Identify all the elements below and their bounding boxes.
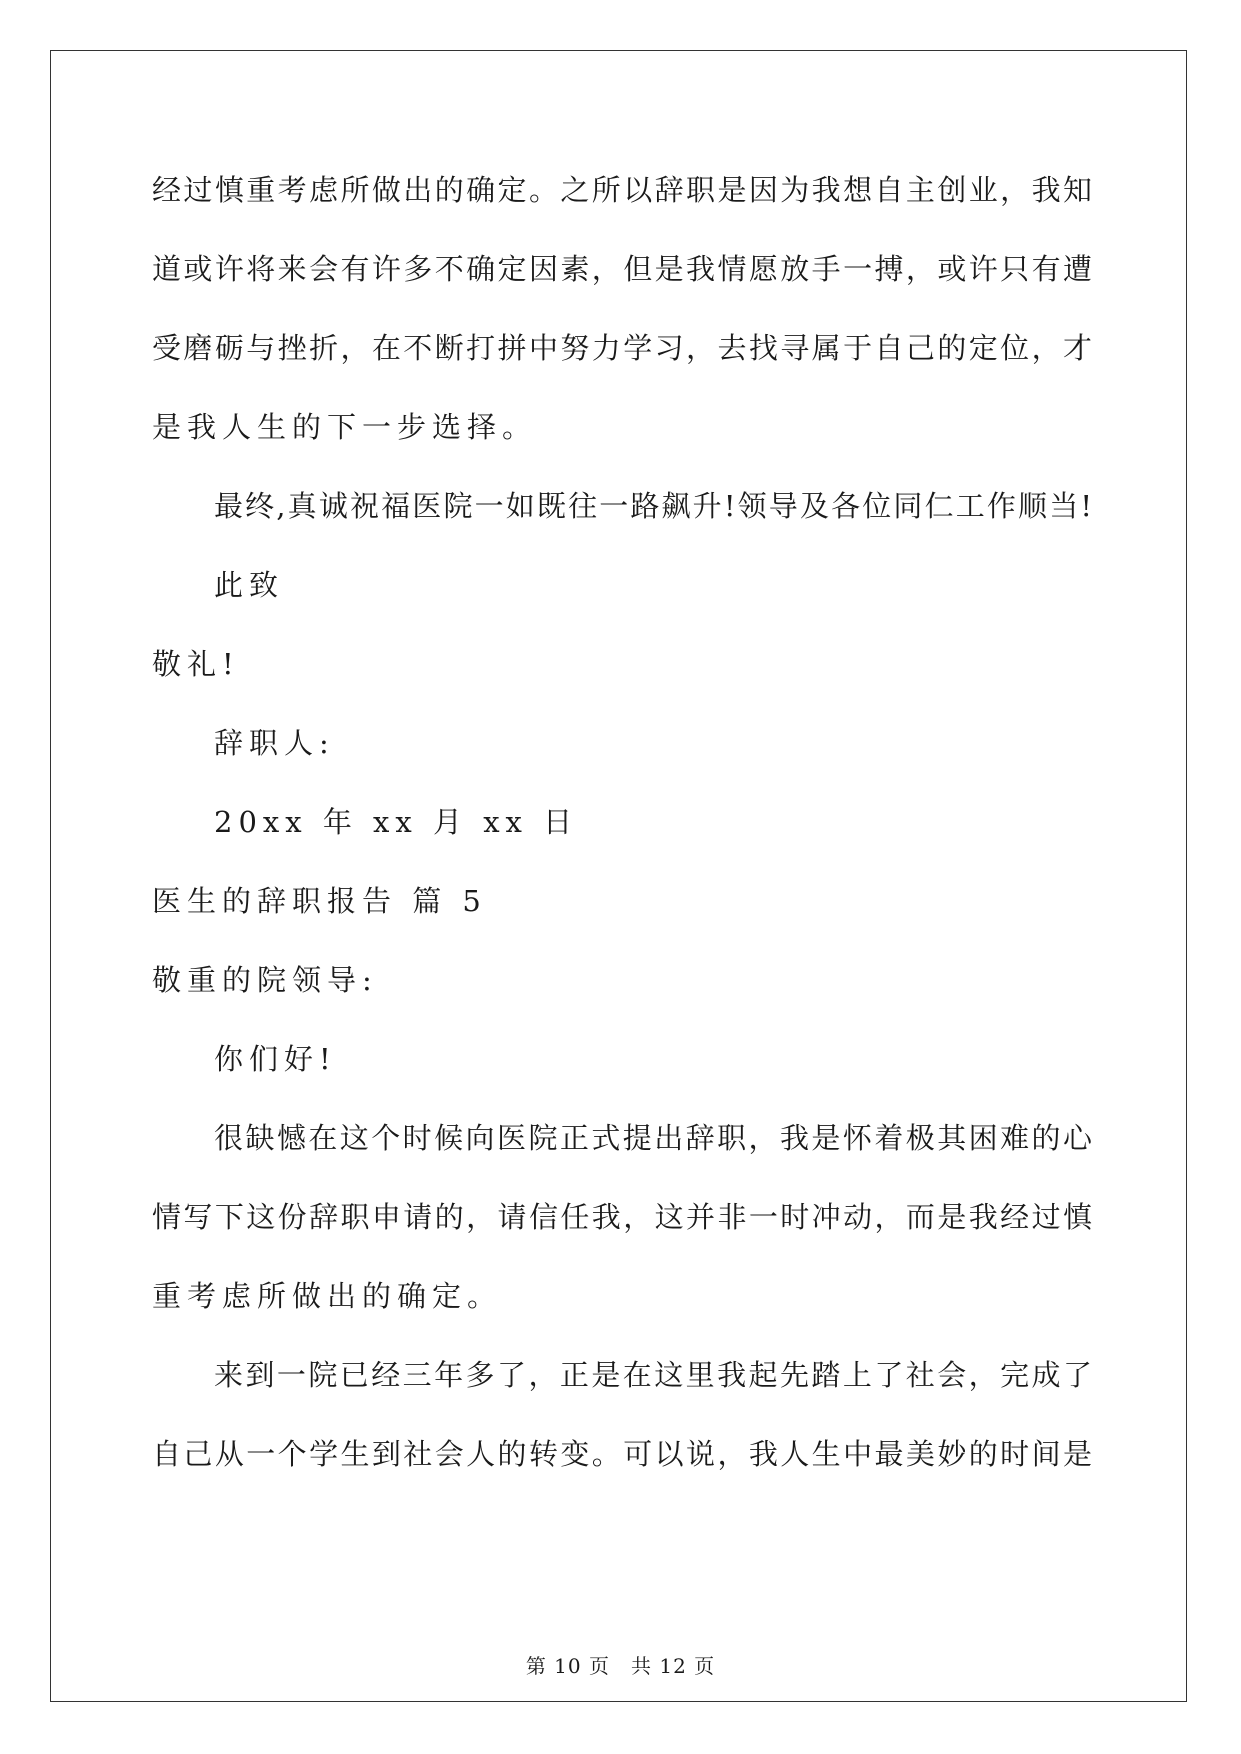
body-text-line: 自己从一个学生到社会人的转变。可以说，我人生中最美妙的时间是: [152, 1437, 1092, 1471]
body-text-line: 受磨砺与挫折，在不断打拼中努力学习，去找寻属于自己的定位，才: [152, 331, 1092, 365]
salutation-ci-zhi: 此致: [214, 568, 285, 602]
salutation-jing-li: 敬礼!: [152, 647, 240, 681]
section-heading: 医生的辞职报告 篇 5: [152, 884, 487, 918]
closing-wish-line: 最终,真诚祝福医院一如既往一路飙升!领导及各位同仁工作顺当!: [214, 489, 1092, 523]
body-text-line: 经过慎重考虑所做出的确定。之所以辞职是因为我想自主创业，我知: [152, 173, 1092, 207]
date-line: 20xx 年 xx 月 xx 日: [214, 805, 579, 839]
body-text-line: 情写下这份辞职申请的，请信任我，这并非一时冲动，而是我经过慎: [152, 1200, 1092, 1234]
greeting-line: 你们好!: [214, 1042, 337, 1076]
body-text-line: 重考虑所做出的确定。: [152, 1279, 503, 1313]
body-text-line: 是我人生的下一步选择。: [152, 410, 538, 444]
signature-label: 辞职人:: [214, 726, 335, 760]
body-text-line: 来到一院已经三年多了，正是在这里我起先踏上了社会，完成了: [214, 1358, 1092, 1392]
letter-addressee: 敬重的院领导:: [152, 963, 378, 997]
page-number-footer: 第 10 页 共 12 页: [525, 1654, 716, 1678]
body-text-line: 很缺憾在这个时候向医院正式提出辞职，我是怀着极其困难的心: [214, 1121, 1092, 1155]
body-text-line: 道或许将来会有许多不确定因素，但是我情愿放手一搏，或许只有遭: [152, 252, 1092, 286]
